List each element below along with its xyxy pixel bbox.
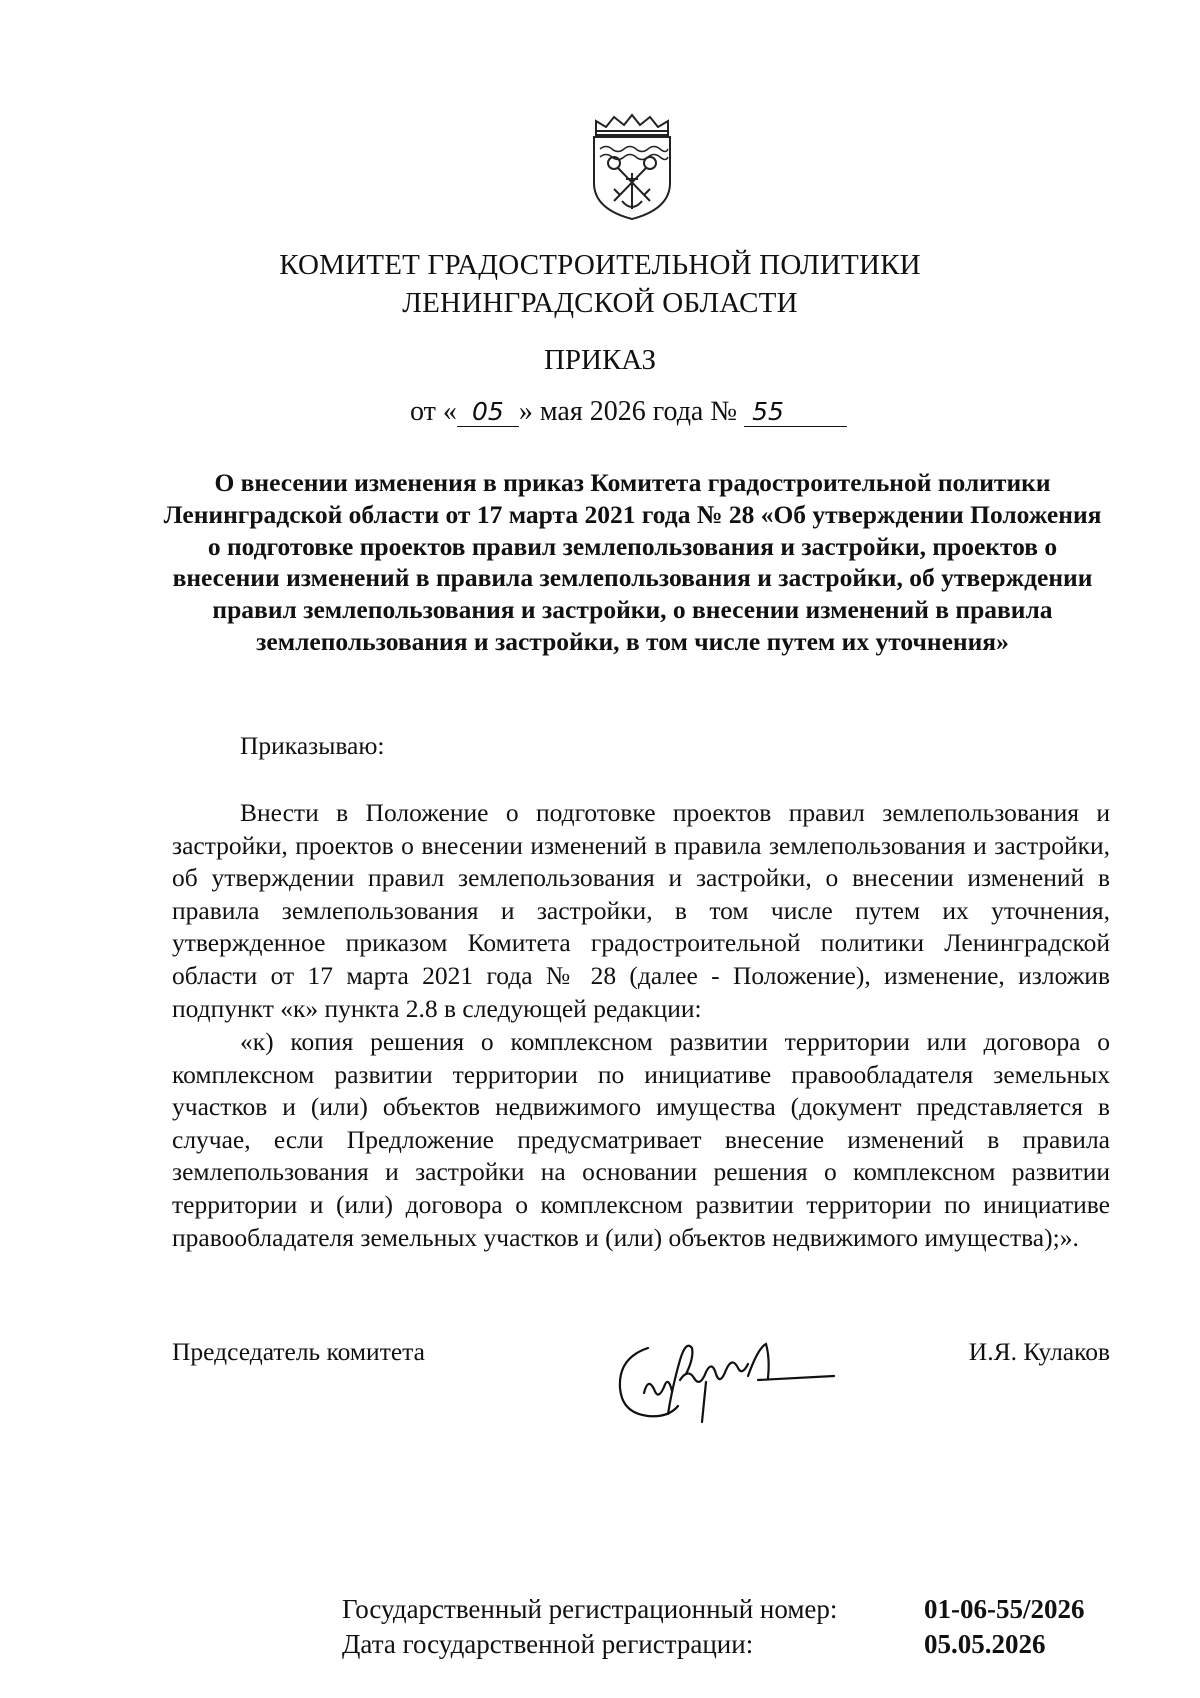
body-paragraph-2: «к) копия решения о комплексном развитии территории или договора о комплексном развитии территории по инициативе правообладателя земельных участков и (или) объектов недвижимого имущества (документ представляется в случае, если Предложение предусматривает внесение изменений в правила землепользования и застройки на основании решения о комплексном развитии территории и (или) договора о комплексном развитии территории по инициативе правообладателя земельных участков и (или) объектов недвижимого имущества);». — [172, 1027, 1110, 1252]
registration-date-label: Дата государственной регистрации: — [342, 1629, 754, 1659]
date-prefix: от « — [410, 396, 457, 427]
registration-date-row — [342, 1627, 1046, 1661]
registration-number-value: 01-06-55/2026 — [924, 1594, 1085, 1624]
handwritten-signature-icon — [608, 1318, 848, 1438]
date-month-year: » мая 2026 года № — [518, 396, 738, 427]
registration-number-label: Государственный регистрационный номер: — [342, 1594, 838, 1624]
document-number: 55 — [744, 398, 847, 427]
document-title: О внесении изменения в приказ Комитета градостроительной политики Ленинградской области от 17 марта 2021 года № 28 «Об утверждении Положения о подготовке проектов правил землепользования и застройки, проектов о внесении изменений в правила землепользования и застройки, об утверждении правил землепользования и застройки, о внесении изменений в правила землепользования и застройки, в том числе путем их уточнения» — [163, 468, 1102, 656]
organization-name-line-1: КОМИТЕТ ГРАДОСТРОИТЕЛЬНОЙ ПОЛИТИКИ — [279, 249, 921, 281]
body-paragraph-1: Внести в Положение о подготовке проектов правил землепользования и застройки, проектов о внесении изменений в правила землепользования и застройки, об утверждении правил землепользования и застройки, о внесении изменений в правила землепользования и застройки, в том числе путем их уточнения, утвержденное приказом Комитета градостроительной политики Ленинградской области от 17 марта 2021 года № 28 (далее - Положение), изменение, изложив подпункт «к» пункта 2.8 в следующей редакции: — [172, 798, 1110, 1023]
coat-of-arms-icon — [588, 113, 676, 223]
organization-name-line-2: ЛЕНИНГРАДСКОЙ ОБЛАСТИ — [402, 287, 798, 319]
document-type: ПРИКАЗ — [543, 344, 657, 376]
registration-date-value: 05.05.2026 — [924, 1629, 1046, 1659]
signatory-position: Председатель комитета — [172, 1337, 425, 1366]
date-day: 05 — [457, 398, 519, 427]
order-word: Приказываю: — [240, 731, 385, 760]
registration-number-row — [342, 1592, 1084, 1626]
signatory-name: И.Я. Кулаков — [968, 1337, 1110, 1366]
date-line — [410, 396, 847, 428]
